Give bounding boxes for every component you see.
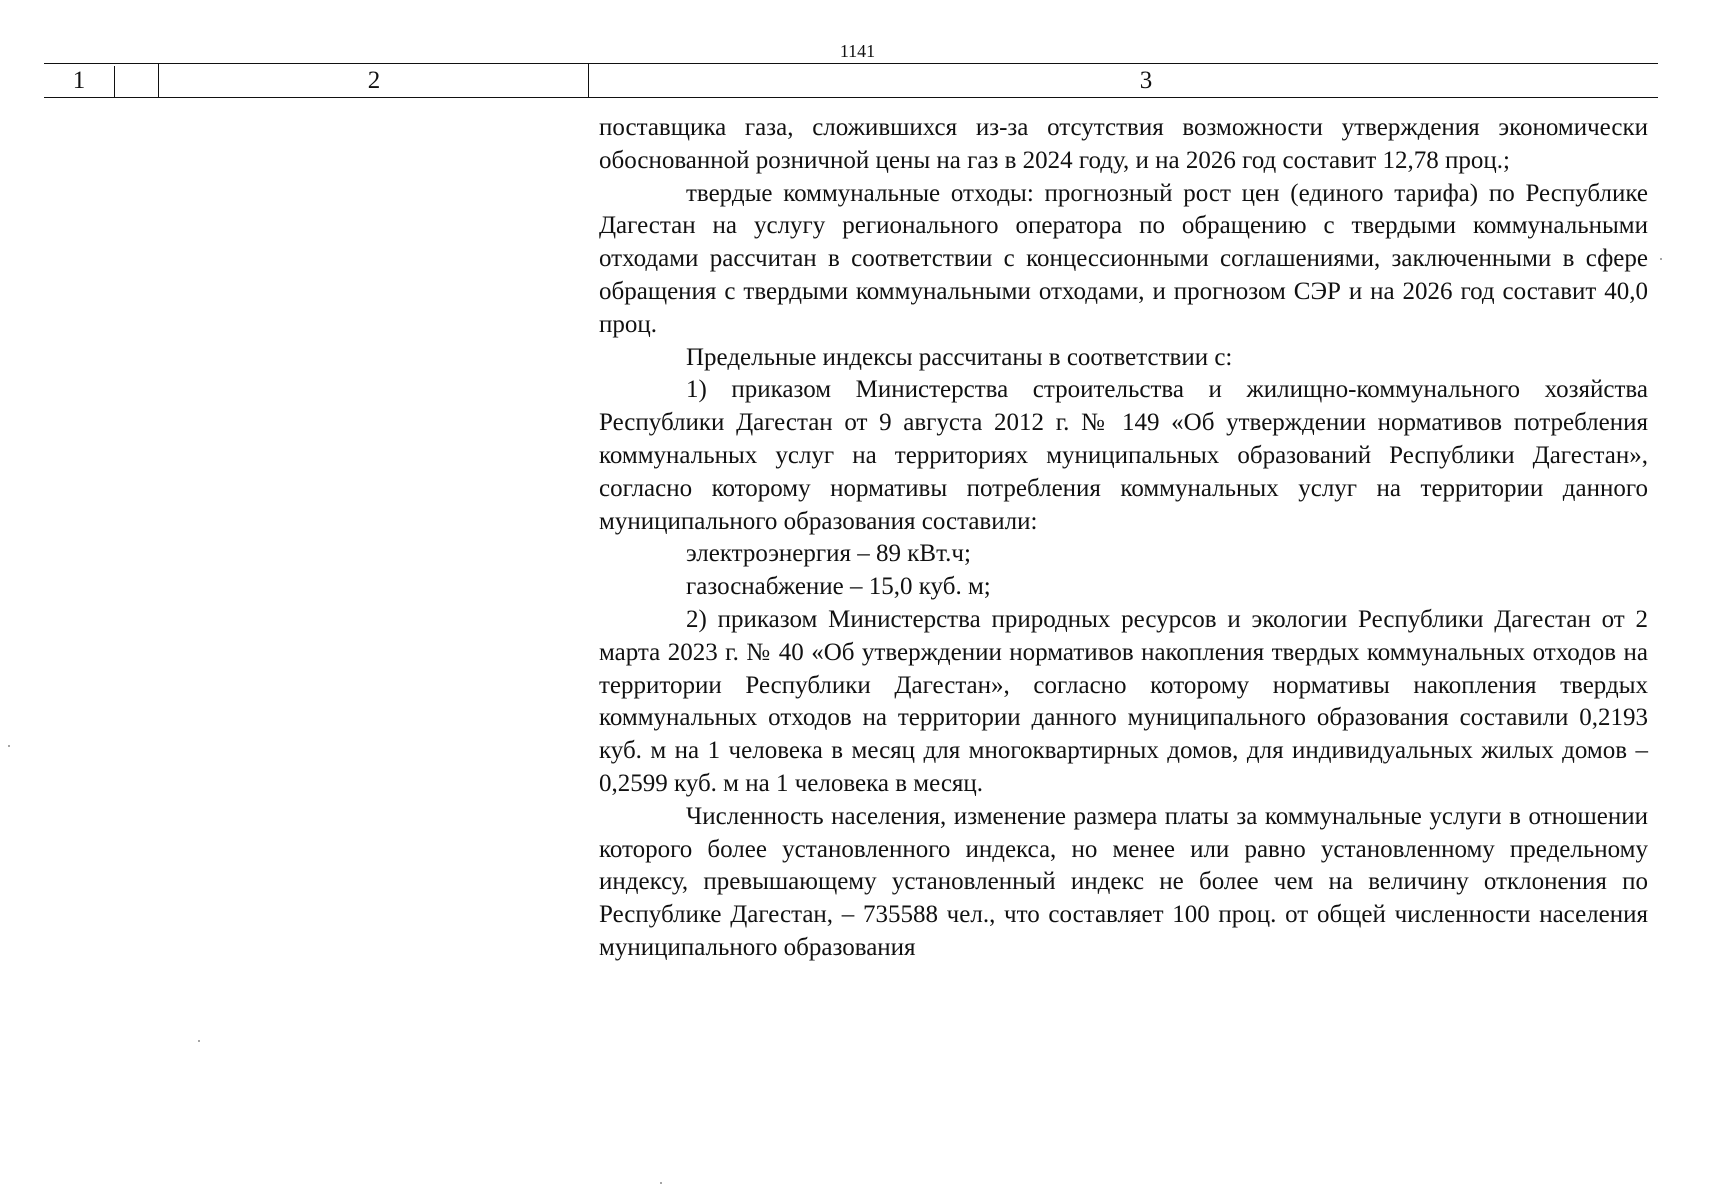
column-number-2: 2 bbox=[367, 67, 381, 94]
paragraph: Численность населения, изменение размера платы за коммунальные услуги в отношении которого более установленного индекса, но менее или равно установленному предельному индексу, превышающему установленный индекс не более чем на величину отклонения по Республике Дагестан, – 735588 чел., что составляет 100 проц. от общей численности населения муниципального образования bbox=[599, 802, 1648, 961]
paragraph: 1) приказом Министерства строительства и жилищно-коммунального хозяйства Республики Дагестан от 9 августа 2012 г. № 149 «Об утверждении нормативов потребления коммунальных услуг на территориях муниципальных образований Республики Дагестан», согласно которому нормативы потребления коммунальных услуг на территории данного муниципального образования составили: bbox=[599, 376, 1648, 535]
column-divider bbox=[588, 64, 589, 97]
paragraph: твердые коммунальные отходы: прогнозный рост цен (единого тарифа) по Республике Дагестан на услугу регионального оператора по обращению с твердыми коммунальными отходами рассчитан в соответствии с концессионными соглашениями, заключенными в сфере обращения с твердыми коммунальными отходами, и прогнозом СЭР и на 2026 год составит 40,0 проц. bbox=[599, 179, 1648, 338]
paragraph: поставщика газа, сложившихся из-за отсутствия возможности утверждения экономически обоснованной розничной цены на газ в 2024 году, и на 2026 год составит 12,78 проц.; bbox=[599, 114, 1648, 174]
paragraph: газоснабжение – 15,0 куб. м; bbox=[686, 573, 991, 601]
scan-speck bbox=[660, 1182, 662, 1184]
column-divider bbox=[114, 66, 115, 97]
table-header-row bbox=[44, 63, 1658, 98]
column-divider bbox=[158, 64, 159, 97]
column-number-1: 1 bbox=[72, 67, 86, 94]
scan-speck bbox=[198, 1040, 200, 1042]
column-number-3: 3 bbox=[1139, 67, 1153, 94]
paragraph: 2) приказом Министерства природных ресурсов и экологии Республики Дагестан от 2 марта 2023 г. № 40 «Об утверждении нормативов накопления твердых коммунальных отходов на территории Республики Дагестан», согласно которому нормативы накопления твердых коммунальных отходов на территории данного муниципального образования составили 0,2193 куб. м на 1 человека в месяц для многоквартирных домов, для индивидуальных жилых домов – 0,2599 куб. м на 1 человека в месяц. bbox=[599, 605, 1648, 797]
paragraph: электроэнергия – 89 кВт.ч; bbox=[686, 540, 971, 568]
scan-speck bbox=[8, 745, 10, 747]
paragraph: Предельные индексы рассчитаны в соответствии с: bbox=[686, 343, 1233, 371]
column-3-text bbox=[599, 112, 1648, 965]
scan-speck bbox=[1660, 258, 1662, 260]
page-number: 1141 bbox=[839, 41, 876, 61]
